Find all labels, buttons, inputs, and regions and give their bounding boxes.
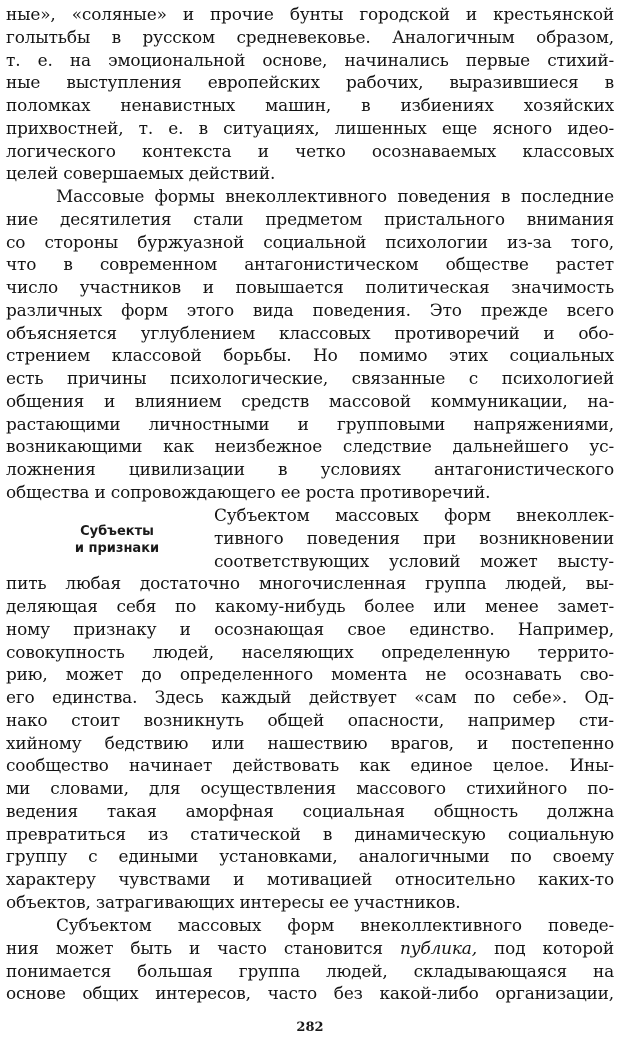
text-line (6, 937, 614, 960)
text-run: ния может быть и часто становится (6, 937, 400, 958)
text-line: Массовые формы внеколлективного поведения в последние (56, 186, 614, 206)
text-line: целей совершаемых действий. (6, 163, 276, 184)
text-run: под которой (476, 937, 614, 958)
text-line: совокупность людей, населяющих определенную террито- (6, 641, 614, 662)
text-line: объясняется углублением классовых противоречий и обо- (6, 322, 614, 343)
page-number: 282 (296, 1020, 324, 1035)
text-line: деляющая себя по какому-нибудь более или менее замет- (6, 596, 614, 616)
paragraph-1 (6, 3, 614, 185)
text-line: голытьбы в русском средневековье. Аналогичным образом, (6, 26, 614, 47)
text-line: ные», «соляные» и прочие бунты городской и крестьянской (6, 4, 614, 24)
text-line: хийному бедствию или нашествию врагов, и постепенно (6, 732, 614, 753)
text-line: со стороны буржуазной социальной психологии из-за того, (6, 231, 614, 252)
text-line: его единства. Здесь каждый действует «сам по себе». Од- (6, 687, 614, 707)
text-line: ведения такая аморфная социальная общность должна (6, 800, 614, 821)
text-line: основе общих интересов, часто без какой-либо организации, (6, 983, 614, 1004)
text-line: Субъектом массовых форм внеколлективного поведе- (56, 915, 614, 935)
text-line: нако стоит возникнуть общей опасности, например сти- (6, 709, 614, 730)
text-line: поломках ненавистных машин, в избиениях хозяйских (6, 95, 614, 115)
text-line: ми словами, для осуществления массового стихийного по- (6, 778, 614, 798)
text-line: ние десятилетия стали предметом пристального внимания (6, 208, 614, 229)
text-line: есть причины психологические, связанные с психологией (6, 368, 614, 388)
text-line: характеру чувствами и мотивацией относительно каких-то (6, 869, 614, 889)
paragraph-4 (6, 914, 614, 1005)
text-line: возникающими как неизбежное следствие дальнейшего ус- (6, 436, 614, 457)
text-line: стрением классовой борьбы. Но помимо этих социальных (6, 345, 614, 366)
text-line: число участников и повышается политическая значимость (6, 277, 614, 297)
text-line: сообщество начинает действовать как единое целое. Ины- (6, 755, 614, 776)
paragraph-2 (6, 185, 614, 504)
side-heading-line: и признаки (74, 541, 160, 556)
text-line: прихвостней, т. е. в ситуациях, лишенных еще ясного идео- (6, 117, 614, 138)
text-line: общества и сопровождающего ее роста противоречий. (6, 481, 491, 502)
text-line: логического контекста и четко осознаваемых классовых (6, 140, 614, 161)
side-heading-line: Субъекты (80, 524, 154, 539)
text-line: пить любая достаточно многочисленная группа людей, вы- (6, 573, 614, 594)
text-line: объектов, затрагивающих интересы ее участников. (6, 891, 461, 912)
paragraph-3 (6, 504, 614, 914)
text-line: понимается большая группа людей, складывающаяся на (6, 960, 614, 981)
text-line: различных форм этого вида поведения. Это прежде всего (6, 299, 614, 320)
text-line: растающими личностными и групповыми напряжениями, (6, 413, 614, 434)
emphasized-term: публика, (400, 937, 477, 958)
text-line: Субъектом массовых форм внеколлек- (214, 505, 614, 525)
text-line: группу с едиными установками, аналогичными по своему (6, 846, 614, 867)
text-line: общения и влиянием средств массовой коммуникации, на- (6, 390, 614, 411)
text-line: т. е. на эмоциональной основе, начинались первые стихий- (6, 49, 614, 70)
text-line: соответствующих условий может высту- (214, 550, 614, 571)
text-line: ному признаку и осознающая свое единство. Например, (6, 618, 614, 639)
text-line: ные выступления европейских рабочих, выразившиеся в (6, 72, 614, 93)
text-line: превратиться из статической в динамическую социальную (6, 823, 614, 844)
text-line: что в современном антагонистическом обществе растет (6, 254, 614, 275)
text-line: тивного поведения при возникновении (214, 527, 614, 548)
text-line: рию, может до определенного момента не осознавать сво- (6, 664, 614, 685)
text-line: ложнения цивилизации в условиях антагонистического (6, 459, 614, 479)
